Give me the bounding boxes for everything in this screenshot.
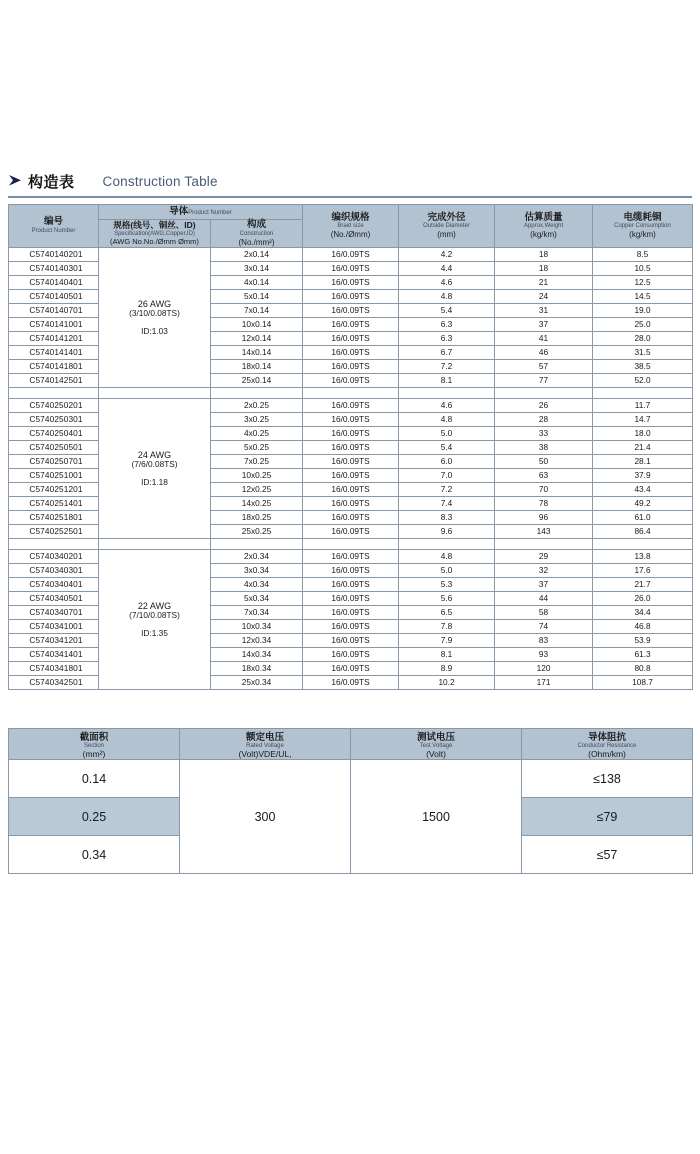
table-row <box>9 248 693 262</box>
cell-product-number: C5740250401 <box>9 427 99 441</box>
cell-outside-diameter: 4.4 <box>399 262 495 276</box>
spacer-cell <box>9 388 99 399</box>
cell-braid-size: 16/0.09TS <box>303 262 399 276</box>
cell-construction: 3x0.25 <box>211 413 303 427</box>
cell-approx-weight: 77 <box>495 374 593 388</box>
cell-outside-diameter: 7.4 <box>399 497 495 511</box>
cell-outside-diameter: 6.3 <box>399 332 495 346</box>
electrical-table <box>8 728 693 874</box>
cell-outside-diameter: 4.6 <box>399 399 495 413</box>
cell-approx-weight: 28 <box>495 413 593 427</box>
header-row <box>9 729 693 760</box>
cell-outside-diameter: 10.2 <box>399 676 495 690</box>
spec-awg: 26 AWG <box>137 298 172 309</box>
cell-rated-voltage: 300 <box>180 760 351 874</box>
cell-specification <box>99 550 211 690</box>
cell-construction: 12x0.25 <box>211 483 303 497</box>
cell-approx-weight: 171 <box>495 676 593 690</box>
cell-construction: 4x0.25 <box>211 427 303 441</box>
cell-copper-consumption: 10.5 <box>593 262 693 276</box>
spec-awg: 24 AWG <box>137 449 172 460</box>
cell-product-number: C5740140501 <box>9 290 99 304</box>
spec-stranding: (3/10/0.08TS) <box>129 308 180 319</box>
cell-outside-diameter: 5.0 <box>399 427 495 441</box>
cell-approx-weight: 78 <box>495 497 593 511</box>
cell-product-number: C5740340401 <box>9 578 99 592</box>
cell-outside-diameter: 4.6 <box>399 276 495 290</box>
cell-product-number: C5740252501 <box>9 525 99 539</box>
section-heading <box>0 168 700 194</box>
cell-outside-diameter: 7.9 <box>399 634 495 648</box>
cell-copper-consumption: 61.3 <box>593 648 693 662</box>
cell-product-number: C5740250301 <box>9 413 99 427</box>
cell-outside-diameter: 4.8 <box>399 550 495 564</box>
cell-construction: 25x0.34 <box>211 676 303 690</box>
spacer-cell <box>593 539 693 550</box>
cell-copper-consumption: 86.4 <box>593 525 693 539</box>
col-section: 截面积 Section (mm²) <box>9 729 180 760</box>
cell-outside-diameter: 5.3 <box>399 578 495 592</box>
cell-section: 0.34 <box>9 836 180 874</box>
cell-outside-diameter: 6.5 <box>399 606 495 620</box>
table-row <box>9 760 693 798</box>
construction-table-header <box>9 205 693 248</box>
cell-approx-weight: 44 <box>495 592 593 606</box>
cell-copper-consumption: 19.0 <box>593 304 693 318</box>
cell-product-number: C5740141201 <box>9 332 99 346</box>
table-row <box>9 399 693 413</box>
cell-copper-consumption: 53.9 <box>593 634 693 648</box>
cell-braid-size: 16/0.09TS <box>303 525 399 539</box>
cell-product-number: C5740250501 <box>9 441 99 455</box>
spec-stranding: (7/6/0.08TS) <box>131 459 178 470</box>
cell-product-number: C5740141401 <box>9 346 99 360</box>
cell-test-voltage: 1500 <box>351 760 522 874</box>
cell-approx-weight: 96 <box>495 511 593 525</box>
cell-braid-size: 16/0.09TS <box>303 469 399 483</box>
cell-braid-size: 16/0.09TS <box>303 592 399 606</box>
cell-approx-weight: 21 <box>495 276 593 290</box>
cell-approx-weight: 18 <box>495 262 593 276</box>
cell-section: 0.14 <box>9 760 180 798</box>
page-title-en: Construction Table <box>102 173 218 189</box>
cell-product-number: C5740250701 <box>9 455 99 469</box>
cell-construction: 18x0.25 <box>211 511 303 525</box>
cell-outside-diameter: 9.6 <box>399 525 495 539</box>
spacer-cell <box>303 539 399 550</box>
cell-product-number: C5740140401 <box>9 276 99 290</box>
cell-braid-size: 16/0.09TS <box>303 606 399 620</box>
cell-approx-weight: 83 <box>495 634 593 648</box>
cell-copper-consumption: 17.6 <box>593 564 693 578</box>
cell-construction: 10x0.34 <box>211 620 303 634</box>
header-row-top <box>9 205 693 220</box>
cell-outside-diameter: 5.0 <box>399 564 495 578</box>
cell-copper-consumption: 43.4 <box>593 483 693 497</box>
cell-construction: 2x0.34 <box>211 550 303 564</box>
spec-id: ID:1.03 <box>141 325 168 336</box>
cell-braid-size: 16/0.09TS <box>303 662 399 676</box>
cell-product-number: C5740140201 <box>9 248 99 262</box>
cell-construction: 18x0.14 <box>211 360 303 374</box>
electrical-table-header <box>9 729 693 760</box>
cell-approx-weight: 74 <box>495 620 593 634</box>
cell-specification <box>99 248 211 388</box>
cell-construction: 7x0.25 <box>211 455 303 469</box>
cell-approx-weight: 70 <box>495 483 593 497</box>
cell-construction: 14x0.14 <box>211 346 303 360</box>
cell-approx-weight: 37 <box>495 318 593 332</box>
cell-outside-diameter: 7.2 <box>399 360 495 374</box>
cell-braid-size: 16/0.09TS <box>303 511 399 525</box>
cell-copper-consumption: 14.5 <box>593 290 693 304</box>
cell-braid-size: 16/0.09TS <box>303 497 399 511</box>
cell-section: 0.25 <box>9 798 180 836</box>
spacer-cell <box>399 539 495 550</box>
spacer-cell <box>9 539 99 550</box>
group-separator <box>9 539 693 550</box>
cell-approx-weight: 46 <box>495 346 593 360</box>
cell-approx-weight: 38 <box>495 441 593 455</box>
cell-product-number: C5740341001 <box>9 620 99 634</box>
cell-construction: 25x0.14 <box>211 374 303 388</box>
cell-product-number: C5740341401 <box>9 648 99 662</box>
cell-approx-weight: 24 <box>495 290 593 304</box>
cell-construction: 3x0.14 <box>211 262 303 276</box>
cell-approx-weight: 26 <box>495 399 593 413</box>
cell-construction: 2x0.14 <box>211 248 303 262</box>
cell-construction: 4x0.34 <box>211 578 303 592</box>
cell-braid-size: 16/0.09TS <box>303 427 399 441</box>
cell-outside-diameter: 8.9 <box>399 662 495 676</box>
cell-copper-consumption: 8.5 <box>593 248 693 262</box>
cell-braid-size: 16/0.09TS <box>303 455 399 469</box>
cell-braid-size: 16/0.09TS <box>303 290 399 304</box>
cell-construction: 2x0.25 <box>211 399 303 413</box>
spacer-cell <box>495 539 593 550</box>
cell-construction: 7x0.14 <box>211 304 303 318</box>
cell-product-number: C5740251801 <box>9 511 99 525</box>
cell-approx-weight: 120 <box>495 662 593 676</box>
cell-braid-size: 16/0.09TS <box>303 413 399 427</box>
table-row <box>9 550 693 564</box>
spacer-cell <box>593 388 693 399</box>
cell-copper-consumption: 28.1 <box>593 455 693 469</box>
cell-copper-consumption: 18.0 <box>593 427 693 441</box>
col-copper-consumption: 电缆耗铜 Copper Consumption (kg/km) <box>593 205 693 248</box>
spec-id: ID:1.18 <box>141 476 168 487</box>
cell-braid-size: 16/0.09TS <box>303 248 399 262</box>
cell-conductor-resistance: ≤57 <box>522 836 693 874</box>
cell-copper-consumption: 37.9 <box>593 469 693 483</box>
spacer-cell <box>99 388 211 399</box>
cell-approx-weight: 29 <box>495 550 593 564</box>
cell-product-number: C5740340701 <box>9 606 99 620</box>
cell-braid-size: 16/0.09TS <box>303 483 399 497</box>
cell-outside-diameter: 8.1 <box>399 648 495 662</box>
cell-product-number: C5740250201 <box>9 399 99 413</box>
cell-braid-size: 16/0.09TS <box>303 346 399 360</box>
cell-approx-weight: 50 <box>495 455 593 469</box>
cell-approx-weight: 37 <box>495 578 593 592</box>
cell-conductor-resistance: ≤138 <box>522 760 693 798</box>
cell-copper-consumption: 46.8 <box>593 620 693 634</box>
cell-copper-consumption: 14.7 <box>593 413 693 427</box>
spec-id: ID:1.35 <box>141 627 168 638</box>
cell-outside-diameter: 4.8 <box>399 290 495 304</box>
cell-construction: 5x0.34 <box>211 592 303 606</box>
cell-approx-weight: 57 <box>495 360 593 374</box>
heading-divider <box>8 196 692 198</box>
spec-awg: 22 AWG <box>137 600 172 611</box>
spacer-cell <box>399 388 495 399</box>
cell-construction: 10x0.25 <box>211 469 303 483</box>
cell-approx-weight: 32 <box>495 564 593 578</box>
col-conductor-group: 导体Product Number <box>99 205 303 220</box>
col-product-number: 编号 Product Number <box>9 205 99 248</box>
col-construction: 构成 Construction (No./mm²) <box>211 220 303 248</box>
cell-construction: 10x0.14 <box>211 318 303 332</box>
cell-braid-size: 16/0.09TS <box>303 374 399 388</box>
cell-construction: 7x0.34 <box>211 606 303 620</box>
cell-braid-size: 16/0.09TS <box>303 620 399 634</box>
cell-outside-diameter: 5.4 <box>399 441 495 455</box>
cell-product-number: C5740140301 <box>9 262 99 276</box>
cell-outside-diameter: 5.4 <box>399 304 495 318</box>
cell-construction: 5x0.14 <box>211 290 303 304</box>
cell-product-number: C5740141801 <box>9 360 99 374</box>
cell-braid-size: 16/0.09TS <box>303 318 399 332</box>
col-rated-voltage: 额定电压 Rated Voltage (Volt)VDE/UL, <box>180 729 351 760</box>
cell-copper-consumption: 31.5 <box>593 346 693 360</box>
construction-table <box>8 204 693 690</box>
cell-approx-weight: 31 <box>495 304 593 318</box>
cell-copper-consumption: 12.5 <box>593 276 693 290</box>
cell-copper-consumption: 26.0 <box>593 592 693 606</box>
cell-outside-diameter: 4.2 <box>399 248 495 262</box>
cell-copper-consumption: 108.7 <box>593 676 693 690</box>
cell-product-number: C5740141001 <box>9 318 99 332</box>
cell-braid-size: 16/0.09TS <box>303 332 399 346</box>
spacer-cell <box>495 388 593 399</box>
cell-specification <box>99 399 211 539</box>
cell-braid-size: 16/0.09TS <box>303 550 399 564</box>
construction-table-body <box>9 248 693 690</box>
cell-product-number: C5740251401 <box>9 497 99 511</box>
cell-outside-diameter: 7.8 <box>399 620 495 634</box>
cell-approx-weight: 41 <box>495 332 593 346</box>
cell-construction: 5x0.25 <box>211 441 303 455</box>
cell-braid-size: 16/0.09TS <box>303 634 399 648</box>
col-approx-weight: 估算质量 Approx.Weight (kg/km) <box>495 205 593 248</box>
group-separator <box>9 388 693 399</box>
col-outside-diameter: 完成外径 Outside Diameter (mm) <box>399 205 495 248</box>
cell-copper-consumption: 21.4 <box>593 441 693 455</box>
spacer-cell <box>99 539 211 550</box>
cell-approx-weight: 63 <box>495 469 593 483</box>
cell-outside-diameter: 6.0 <box>399 455 495 469</box>
cell-braid-size: 16/0.09TS <box>303 648 399 662</box>
col-specification: 规格(线号、铜丝、ID) Specification(AWG,Copper,ID) (AWG No.No./Ømm Ømm) <box>99 220 211 248</box>
cell-product-number: C5740140701 <box>9 304 99 318</box>
cell-product-number: C5740340301 <box>9 564 99 578</box>
cell-outside-diameter: 8.1 <box>399 374 495 388</box>
cell-braid-size: 16/0.09TS <box>303 360 399 374</box>
cell-construction: 25x0.25 <box>211 525 303 539</box>
cell-outside-diameter: 8.3 <box>399 511 495 525</box>
cell-outside-diameter: 5.6 <box>399 592 495 606</box>
cell-construction: 14x0.34 <box>211 648 303 662</box>
cell-construction: 3x0.34 <box>211 564 303 578</box>
cell-outside-diameter: 4.8 <box>399 413 495 427</box>
cell-copper-consumption: 25.0 <box>593 318 693 332</box>
cell-braid-size: 16/0.09TS <box>303 304 399 318</box>
arrow-right-icon <box>8 174 24 188</box>
cell-copper-consumption: 13.8 <box>593 550 693 564</box>
page-title: 构造表 <box>28 173 75 191</box>
cell-product-number: C5740340501 <box>9 592 99 606</box>
spec-stranding: (7/10/0.08TS) <box>129 610 180 621</box>
cell-approx-weight: 18 <box>495 248 593 262</box>
cell-product-number: C5740342501 <box>9 676 99 690</box>
cell-product-number: C5740341801 <box>9 662 99 676</box>
cell-braid-size: 16/0.09TS <box>303 578 399 592</box>
cell-approx-weight: 93 <box>495 648 593 662</box>
cell-conductor-resistance: ≤79 <box>522 798 693 836</box>
col-braid-size: 编织规格 Braid size (No./Ømm) <box>303 205 399 248</box>
cell-outside-diameter: 7.2 <box>399 483 495 497</box>
cell-construction: 12x0.14 <box>211 332 303 346</box>
cell-copper-consumption: 61.0 <box>593 511 693 525</box>
cell-copper-consumption: 38.5 <box>593 360 693 374</box>
cell-copper-consumption: 52.0 <box>593 374 693 388</box>
spacer-cell <box>303 388 399 399</box>
cell-braid-size: 16/0.09TS <box>303 676 399 690</box>
cell-construction: 18x0.34 <box>211 662 303 676</box>
cell-outside-diameter: 7.0 <box>399 469 495 483</box>
spacer-cell <box>211 388 303 399</box>
col-test-voltage: 测试电压 Test Voltage (Volt) <box>351 729 522 760</box>
cell-copper-consumption: 34.4 <box>593 606 693 620</box>
cell-construction: 12x0.34 <box>211 634 303 648</box>
cell-braid-size: 16/0.09TS <box>303 276 399 290</box>
cell-approx-weight: 58 <box>495 606 593 620</box>
cell-braid-size: 16/0.09TS <box>303 564 399 578</box>
cell-product-number: C5740340201 <box>9 550 99 564</box>
cell-copper-consumption: 49.2 <box>593 497 693 511</box>
electrical-table-body <box>9 760 693 874</box>
cell-product-number: C5740251001 <box>9 469 99 483</box>
cell-braid-size: 16/0.09TS <box>303 399 399 413</box>
col-conductor-resistance: 导体阻抗 Conductor Resistance (Ohm/km) <box>522 729 693 760</box>
cell-outside-diameter: 6.3 <box>399 318 495 332</box>
spacer-cell <box>211 539 303 550</box>
cell-outside-diameter: 6.7 <box>399 346 495 360</box>
cell-copper-consumption: 80.8 <box>593 662 693 676</box>
cell-construction: 14x0.25 <box>211 497 303 511</box>
cell-copper-consumption: 28.0 <box>593 332 693 346</box>
cell-braid-size: 16/0.09TS <box>303 441 399 455</box>
cell-approx-weight: 143 <box>495 525 593 539</box>
cell-approx-weight: 33 <box>495 427 593 441</box>
cell-construction: 4x0.14 <box>211 276 303 290</box>
cell-copper-consumption: 11.7 <box>593 399 693 413</box>
cell-product-number: C5740142501 <box>9 374 99 388</box>
cell-product-number: C5740251201 <box>9 483 99 497</box>
cell-product-number: C5740341201 <box>9 634 99 648</box>
cell-copper-consumption: 21.7 <box>593 578 693 592</box>
